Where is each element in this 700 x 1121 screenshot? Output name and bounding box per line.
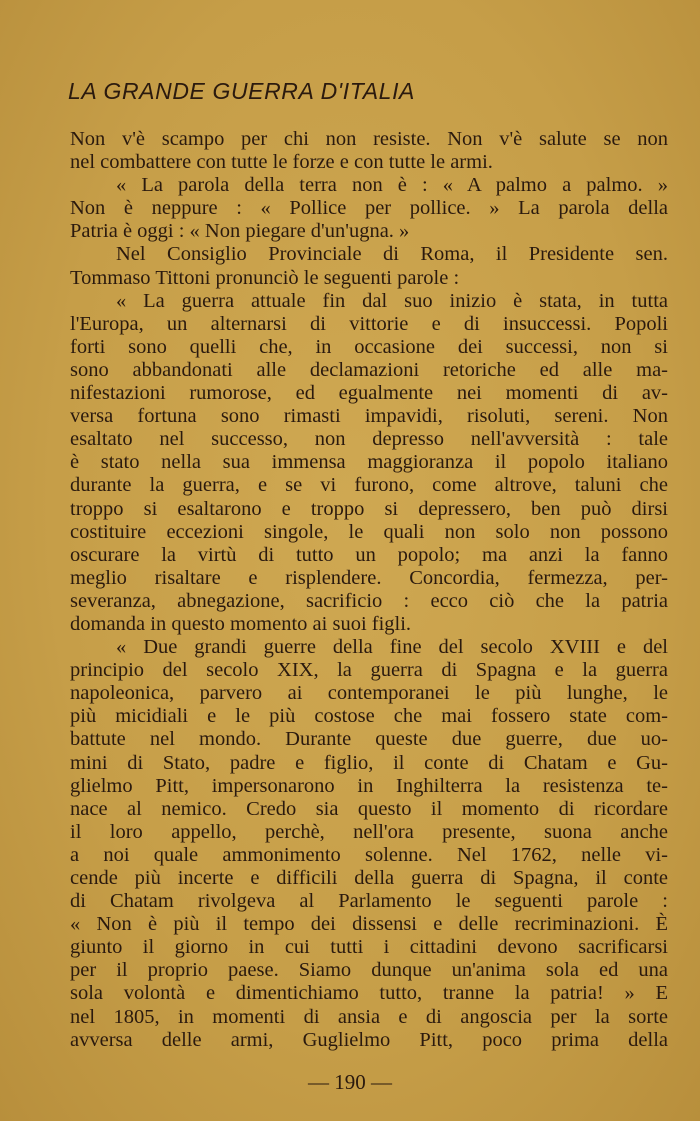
text-line: principio del secolo XIX, la guerra di Spagna e la guerra (70, 659, 668, 682)
text-line: Patria è oggi : « Non piegare d'un'ugna. » (70, 220, 410, 243)
text-line: oscurare la virtù di tutto un popolo; ma anzi la fanno (70, 543, 668, 566)
text-line: battute nel mondo. Durante queste due guerre, due uo- (70, 728, 668, 751)
text-line: forti sono quelli che, in occasione dei successi, non si (70, 335, 668, 358)
text-line: più micidiali e le più costose che mai fossero state com- (70, 705, 668, 728)
text-line: è stato nella sua immensa maggioranza il popolo italiano (70, 451, 668, 474)
text-line: nifestazioni rumorose, ed egualmente nei momenti di av- (70, 382, 668, 405)
text-line: nel combattere con tutte le forze e con tutte le armi. (70, 151, 493, 174)
page-number: — 190 — (308, 1070, 392, 1094)
text-line: Nel Consiglio Provinciale di Roma, il Presidente sen. (116, 243, 668, 266)
text-line: di Chatam rivolgeva al Parlamento le seguenti parole : (70, 890, 668, 913)
text-line: sola volontà e dimentichiamo tutto, tranne la patria! » E (70, 982, 668, 1005)
text-line: « Non è più il tempo dei dissensi e delle recriminazioni. È (70, 913, 668, 936)
text-line: versa fortuna sono rimasti impavidi, risoluti, sereni. Non (70, 405, 668, 428)
text-line: cende più incerte e difficili della guerra di Spagna, il conte (70, 867, 668, 889)
text-line: « Due grandi guerre della fine del secolo XVIII e del (116, 636, 668, 659)
text-line: nel 1805, in momenti di ansia e di angoscia per la sorte (70, 1005, 668, 1028)
page-body-text (70, 128, 668, 1052)
text-line: Tommaso Tittoni pronunciò le seguenti parole : (70, 266, 460, 289)
text-line: giunto il giorno in cui tutti i cittadini devono sacrificarsi (70, 936, 668, 959)
text-line: napoleonica, parvero ai contemporanei le più lunghe, le (70, 682, 668, 705)
text-line: avversa delle armi, Guglielmo Pitt, poco prima della (70, 1028, 668, 1051)
text-line: Non è neppure : « Pollice per pollice. » La parola della (70, 197, 668, 220)
text-line: il loro appello, perchè, nell'ora presente, suona anche (70, 820, 668, 843)
text-line: esaltato nel successo, non depresso nell'avversità : tale (70, 428, 668, 451)
text-line: « La guerra attuale fin dal suo inizio è stata, in tutta (116, 289, 668, 312)
text-line: l'Europa, un alternarsi di vittorie e di insuccessi. Popoli (70, 312, 668, 335)
text-line: domanda in questo momento ai suoi figli. (70, 612, 412, 635)
text-line: troppo si esaltarono e troppo si depressero, ben può dirsi (70, 497, 668, 520)
text-line: per il proprio paese. Siamo dunque un'anima sola ed una (70, 959, 668, 982)
text-line: mini di Stato, padre e figlio, il conte di Chatam e Gu- (70, 751, 668, 774)
text-line: Non v'è scampo per chi non resiste. Non v'è salute se non (70, 128, 668, 150)
text-line: severanza, abnegazione, sacrificio : ecco ciò che la patria (70, 589, 668, 612)
text-line: sono abbandonati alle declamazioni retoriche ed alle ma- (70, 358, 668, 381)
text-line: durante la guerra, e se vi furono, come altrove, taluni che (70, 474, 668, 497)
text-line: nace al nemico. Credo sia questo il momento di ricordare (70, 797, 668, 820)
running-header: LA GRANDE GUERRA D'ITALIA (68, 78, 415, 104)
text-line: a noi quale ammonimento solenne. Nel 1762, nelle vi- (70, 843, 668, 866)
text-line: glielmo Pitt, impersonarono in Inghilterra la resistenza te- (70, 774, 668, 797)
text-line: meglio risaltare e risplendere. Concordia, fermezza, per- (70, 566, 668, 589)
text-line: « La parola della terra non è : « A palmo a palmo. » (116, 174, 668, 197)
text-line: costituire eccezioni singole, le quali non solo non possono (70, 520, 668, 543)
